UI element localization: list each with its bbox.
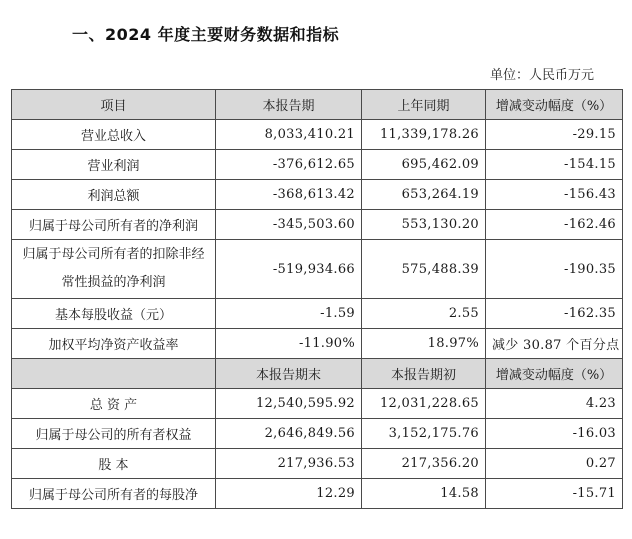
header-prior-period: 上年同期 (362, 90, 486, 120)
row-change: -29.15 (486, 120, 623, 150)
row-change: -162.35 (486, 299, 623, 329)
subheader-blank (12, 359, 216, 389)
row-label: 加权平均净资产收益率 (12, 329, 216, 359)
row-label: 营业总收入 (12, 120, 216, 150)
header-current-period: 本报告期 (216, 90, 362, 120)
row-change: -190.35 (486, 240, 623, 299)
table-subheader-row (12, 359, 623, 389)
row-previous: 11,339,178.26 (362, 120, 486, 150)
row-previous: 575,488.39 (362, 240, 486, 299)
row-current: -519,934.66 (216, 240, 362, 299)
table-row (12, 240, 623, 299)
row-change: 减少 30.87 个百分点 (486, 329, 623, 359)
row-previous: 12,031,228.65 (362, 389, 486, 419)
row-change: -156.43 (486, 180, 623, 210)
table-row (12, 479, 623, 509)
table-row (12, 120, 623, 150)
unit-note: 单位：人民币万元 (489, 68, 594, 83)
row-previous: 553,130.20 (362, 210, 486, 240)
table-row (12, 150, 623, 180)
table-row (12, 449, 623, 479)
row-current: 217,936.53 (216, 449, 362, 479)
row-previous: 18.97% (362, 329, 486, 359)
table-row (12, 180, 623, 210)
row-current: 2,646,849.56 (216, 419, 362, 449)
row-previous: 3,152,175.76 (362, 419, 486, 449)
row-label: 利润总额 (12, 180, 216, 210)
row-previous: 2.55 (362, 299, 486, 329)
table-row (12, 210, 623, 240)
row-current: -1.59 (216, 299, 362, 329)
row-label: 股 本 (12, 449, 216, 479)
table-row (12, 389, 623, 419)
row-current: 12.29 (216, 479, 362, 509)
row-current: 12,540,595.92 (216, 389, 362, 419)
table-row (12, 329, 623, 359)
subheader-period-start: 本报告期初 (362, 359, 486, 389)
table-row (12, 299, 623, 329)
row-change: -15.71 (486, 479, 623, 509)
row-change: 0.27 (486, 449, 623, 479)
row-label: 营业利润 (12, 150, 216, 180)
row-change: 4.23 (486, 389, 623, 419)
row-previous: 14.58 (362, 479, 486, 509)
row-change: -154.15 (486, 150, 623, 180)
row-label: 归属于母公司所有者的净利润 (12, 210, 216, 240)
subheader-change-pct: 增减变动幅度（%） (486, 359, 623, 389)
page-title: 一、2024 年度主要财务数据和指标 (72, 25, 340, 44)
financial-table (11, 89, 623, 509)
table-header-row (12, 90, 623, 120)
table-row (12, 419, 623, 449)
row-previous: 653,264.19 (362, 180, 486, 210)
row-label: 归属于母公司的所有者权益 (12, 419, 216, 449)
row-label: 归属于母公司所有者的每股净 (12, 479, 216, 509)
row-current: -345,503.60 (216, 210, 362, 240)
row-label: 归属于母公司所有者的扣除非经常性损益的净利润 (12, 240, 216, 299)
header-item: 项目 (12, 90, 216, 120)
row-current: -376,612.65 (216, 150, 362, 180)
row-previous: 695,462.09 (362, 150, 486, 180)
header-change-pct: 增减变动幅度（%） (486, 90, 623, 120)
row-current: -11.90% (216, 329, 362, 359)
row-label: 基本每股收益（元） (12, 299, 216, 329)
row-change: -162.46 (486, 210, 623, 240)
row-label: 总 资 产 (12, 389, 216, 419)
subheader-period-end: 本报告期末 (216, 359, 362, 389)
row-change: -16.03 (486, 419, 623, 449)
row-previous: 217,356.20 (362, 449, 486, 479)
row-current: 8,033,410.21 (216, 120, 362, 150)
row-current: -368,613.42 (216, 180, 362, 210)
